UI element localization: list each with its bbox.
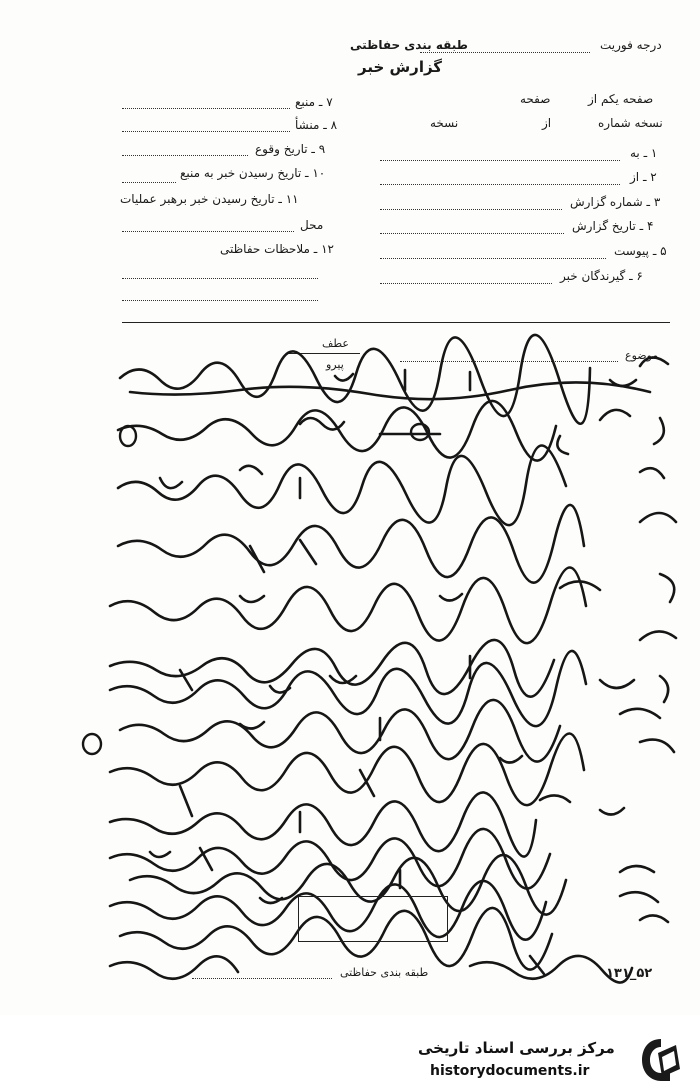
field-recipients: ۶ ـ گیرندگان خبر [560, 269, 643, 283]
form-title: گزارش خبر [358, 58, 443, 76]
follow-up-label: پیرو [326, 358, 344, 371]
copy-number-label: نسخه شماره [598, 116, 663, 130]
copy-label: نسخه [430, 116, 459, 130]
inline-stamp-box [298, 896, 448, 942]
reference-label: عطف [322, 337, 349, 350]
field-attachment: ۵ ـ پیوست [614, 244, 667, 258]
classification-footer: طبقه بندی حفاظتی [340, 966, 429, 979]
field-to: ۱ ـ به [630, 146, 658, 160]
field-from: ۲ ـ از [630, 170, 657, 184]
watermark-footer [0, 1015, 700, 1089]
watermark-url: historydocuments.ir [430, 1063, 590, 1079]
classification-header: طبقه بندی حفاظتی [350, 38, 468, 52]
field-location: محل [300, 218, 324, 232]
field-report-number: ۳ ـ شماره گزارش [570, 195, 661, 209]
field-event-date: ۹ ـ تاریخ وقوع [255, 142, 326, 156]
field-origin: ۸ ـ منشأ [295, 118, 338, 132]
field-security-notes: ۱۲ ـ ملاحظات حفاظتی [220, 242, 334, 256]
page-line-suffix: صفحه [520, 92, 551, 106]
field-source: ۷ ـ منبع [295, 95, 333, 109]
footer-classification-line [192, 978, 332, 979]
watermark-site-name: مرکز بررسی اسناد تاریخی [418, 1039, 615, 1057]
priority-label: درجه فوریت [600, 38, 662, 52]
field-source-receipt-date: ۱۰ ـ تاریخ رسیدن خبر به منبع [180, 166, 326, 180]
field-report-date: ۴ ـ تاریخ گزارش [572, 219, 654, 233]
watermark-logo-icon [636, 1035, 686, 1085]
document-number: ۵۲_۱۳۱ [606, 966, 653, 981]
subject-label: موضوع [625, 349, 659, 362]
field-ops-receipt-date: ۱۱ ـ تاریخ رسیدن خبر برهبر عملیات [120, 192, 299, 206]
page-line-label: صفحه یکم از [588, 92, 654, 106]
copy-of-label: از [542, 116, 552, 130]
